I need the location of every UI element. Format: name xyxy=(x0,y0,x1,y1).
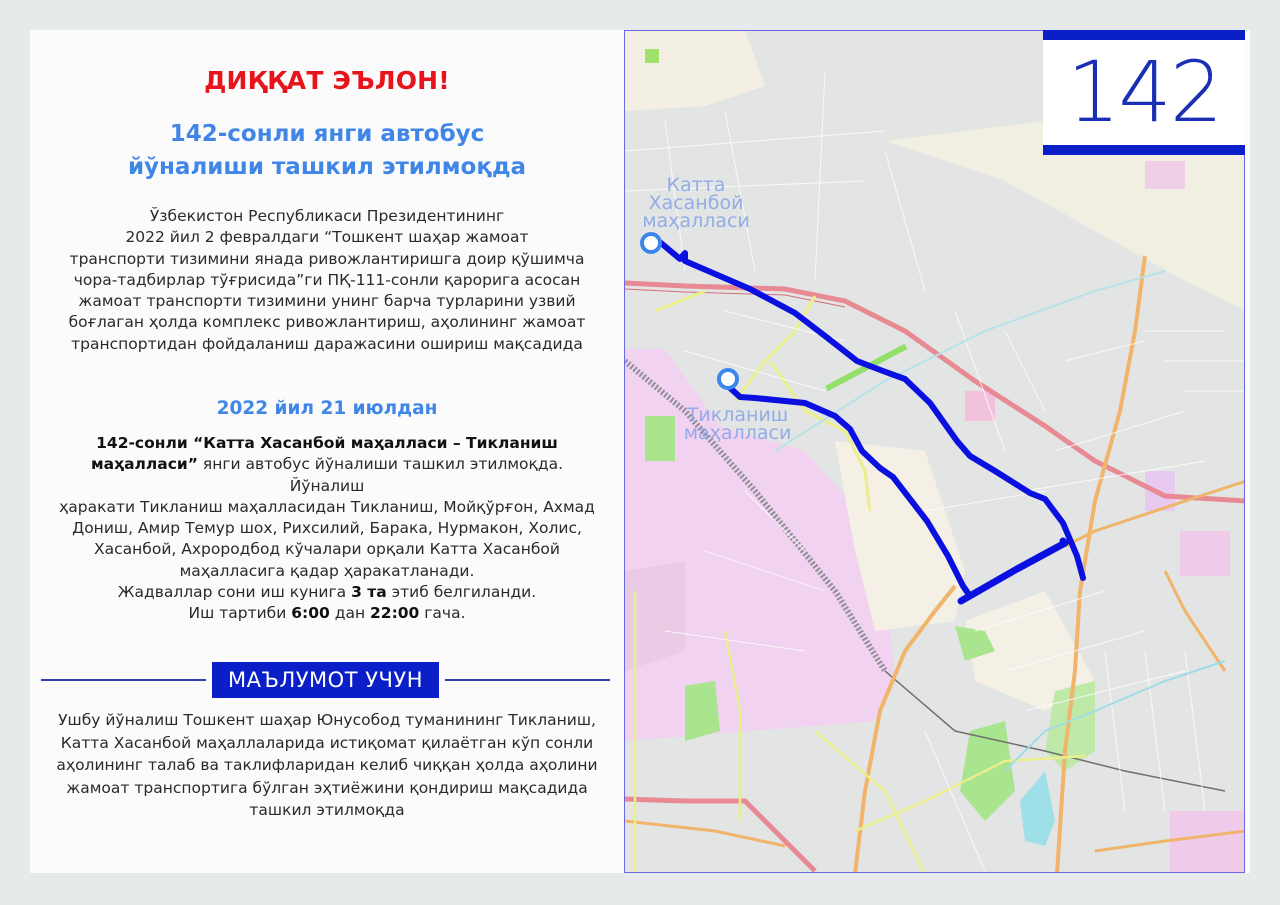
announcement-text-panel xyxy=(30,30,624,873)
route-map xyxy=(624,30,1245,873)
map-background xyxy=(625,31,1245,873)
hours-prefix: Иш тартиби xyxy=(188,604,292,623)
label-line: Хасанбой xyxy=(648,192,744,214)
hours-mid: дан xyxy=(329,604,370,623)
info-paragraph xyxy=(40,709,614,822)
divider-line xyxy=(41,679,206,681)
hours-suffix: гача. xyxy=(419,604,466,623)
schedule-line xyxy=(52,582,602,603)
map-label-tiklanish xyxy=(680,406,795,442)
details-line xyxy=(52,433,602,454)
details-line: маҳалласига қадар ҳаракатланади. xyxy=(179,561,475,580)
hours-end: 22:00 xyxy=(370,604,420,623)
intro-line: 2022 йил 2 февралдаги “Тошкент шаҳар жамоат xyxy=(125,228,529,247)
info-line: жамоат транспортига бўлган эҳтиёжини қондириш мақсадида xyxy=(66,778,588,797)
details-text: янги автобус йўналиши ташкил этилмоқда. Йўналиш xyxy=(197,455,564,495)
label-line: Тикланиш xyxy=(686,404,789,426)
route-name-bold: маҳалласи” xyxy=(90,455,198,474)
details-line xyxy=(52,454,602,497)
intro-line: транспорти тизимини янада ривожлантиришга доир қўшимча xyxy=(69,249,585,268)
intro-line: боғлаган ҳолда комплекс ривожлантириш, аҳолининг жамоат xyxy=(68,313,586,332)
intro-line: транспортидан фойдаланиш даражасини ошириш мақсадида xyxy=(71,334,583,353)
schedule-prefix: Жадваллар сони иш кунига xyxy=(117,583,352,602)
hours-start: 6:00 xyxy=(291,604,330,623)
info-line: ташкил этилмоқда xyxy=(249,801,405,819)
intro-line: чора-тадбирлар тўғрисида”ги ПҚ-111-сонли қарорига асосан xyxy=(73,270,581,289)
label-line: Катта xyxy=(666,174,726,196)
details-line: ҳаракати Тикланиш маҳалласидан Тикланиш, Мойқўрғон, Ахмад xyxy=(59,497,595,516)
subtitle-line: йўналиши ташкил этилмоқда xyxy=(127,154,527,180)
details-line: Хасанбой, Ахрородбод кўчалари орқали Катта Хасанбой xyxy=(94,540,560,559)
info-line: Катта Хасанбой маҳаллаларида истиқомат қилаётган кўп сонли xyxy=(60,733,594,752)
label-line: маҳалласи xyxy=(642,210,750,232)
intro-paragraph xyxy=(50,206,604,355)
stop-katta-hasanboy xyxy=(642,234,660,252)
route-subtitle xyxy=(30,118,624,184)
stop-tiklanish xyxy=(719,370,737,388)
badge-bar-top xyxy=(1043,30,1245,40)
label-line: маҳалласи xyxy=(683,422,792,444)
details-line: Дониш, Амир Темур шох, Рихсилий, Барака, Нурмакон, Холис, xyxy=(72,519,582,538)
route-number-badge xyxy=(1043,30,1245,155)
divider-line xyxy=(445,679,610,681)
route-number: 142 xyxy=(1066,43,1222,141)
map-label-katta-hasanboy xyxy=(631,176,761,230)
info-section-header xyxy=(30,662,624,698)
schedule-suffix: этиб белгиланди. xyxy=(386,583,537,602)
intro-line: Ўзбекистон Республикаси Президентининг xyxy=(149,207,505,225)
info-line: Ушбу йўналиш Тошкент шаҳар Юнусобод туманининг Тикланиш, xyxy=(58,711,596,729)
hours-line xyxy=(52,603,602,624)
schedule-count: 3 та xyxy=(351,583,387,602)
route-name-bold: 142-сонли “Катта Хасанбой маҳалласи – Тикланиш xyxy=(96,434,558,452)
route-details xyxy=(52,433,602,625)
info-header-badge: МАЪЛУМОТ УЧУН xyxy=(212,662,439,698)
start-date: 2022 йил 21 июлдан xyxy=(216,398,438,419)
badge-bar-bottom xyxy=(1043,145,1245,155)
alert-title: ДИҚҚАТ ЭЪЛОН! xyxy=(204,66,450,95)
intro-line: жамоат транспорти тизимини унинг барча турларини узвий xyxy=(78,292,576,311)
info-line: аҳолининг талаб ва таклифларидан келиб чиққан ҳолда аҳолини xyxy=(56,756,598,774)
subtitle-line: 142-сонли янги автобус xyxy=(169,121,485,147)
